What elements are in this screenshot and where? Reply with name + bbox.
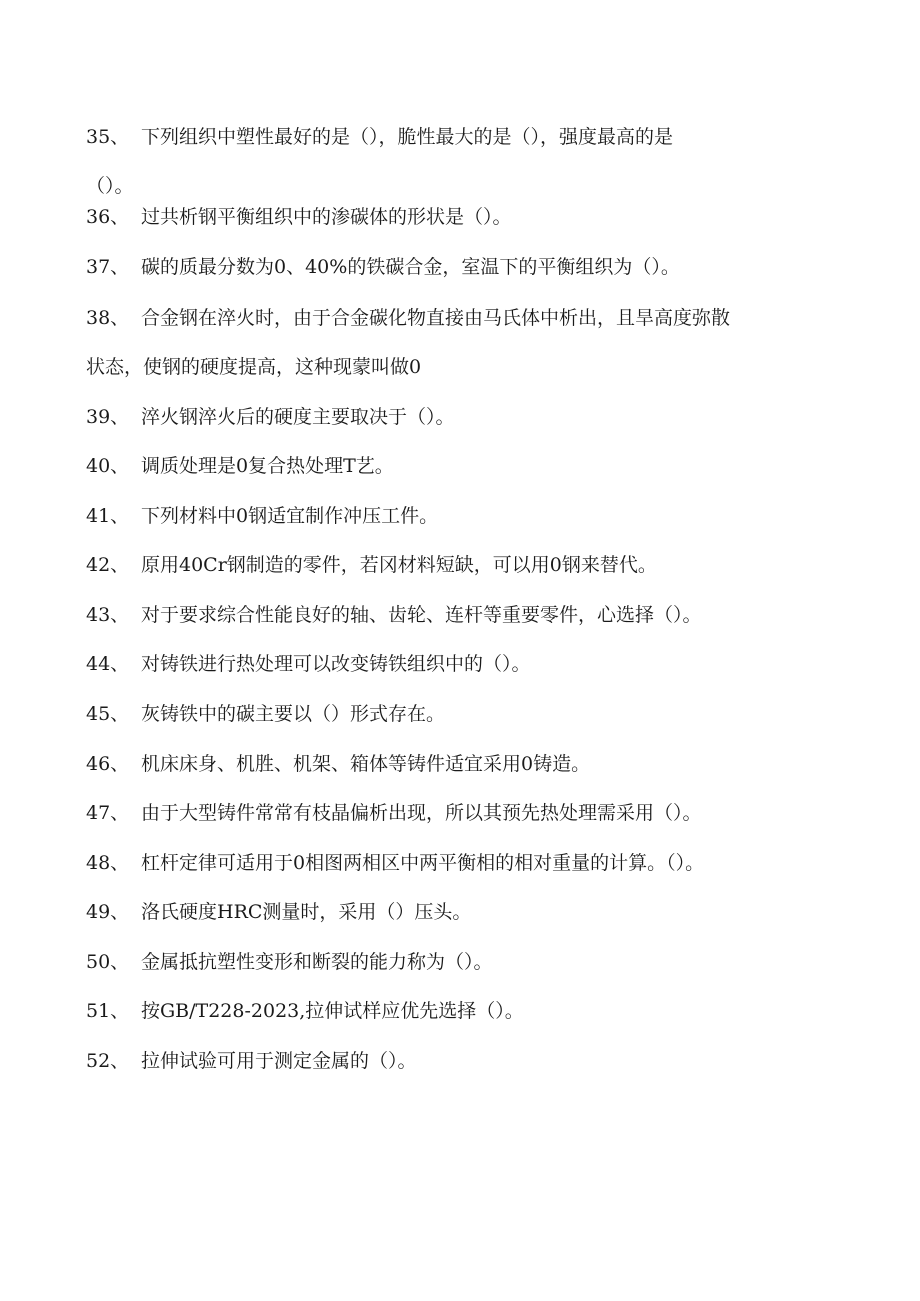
question-text: 原用40Cr钢制造的零件，若冈材料短缺，可以用0钢来替代。 — [141, 554, 657, 576]
question-text: 机床床身、机胜、机架、箱体等铸件适宜采用0铸造。 — [141, 753, 591, 775]
question-37 — [86, 255, 826, 279]
question-number: 49、 — [86, 901, 130, 923]
question-46 — [86, 752, 826, 776]
question-39 — [86, 405, 826, 429]
question-number: 45、 — [86, 703, 130, 725]
question-38-continuation: 状态，使钢的硬度提高，这种现蒙叫做0 — [86, 356, 422, 378]
question-number: 46、 — [86, 753, 130, 775]
question-text: 杠杆定律可适用于0相图两相区中两平衡相的相对重量的计算。（）。 — [141, 852, 705, 874]
question-text: 下列组织中塑性最好的是（），脆性最大的是（），强度最高的是 — [141, 126, 674, 148]
question-50 — [86, 950, 826, 974]
question-41 — [86, 504, 826, 528]
question-text: 调质处理是0复合热处理T艺。 — [141, 455, 394, 477]
question-40 — [86, 454, 826, 478]
question-text: 金属抵抗塑性变形和断裂的能力称为（）。 — [141, 951, 493, 973]
question-number: 36、 — [86, 206, 130, 228]
question-text: 洛氏硬度HRC测量时，采用（）压头。 — [141, 901, 472, 923]
question-number: 37、 — [86, 256, 130, 278]
question-36 — [86, 205, 826, 229]
question-number: 39、 — [86, 406, 130, 428]
question-43 — [86, 603, 826, 627]
question-48 — [86, 851, 826, 875]
question-number: 35、 — [86, 126, 130, 148]
question-text: 合金钢在淬火时，由于合金碳化物直接由马氏体中析出，且旱高度弥散 — [141, 307, 731, 329]
question-number: 40、 — [86, 455, 130, 477]
question-52 — [86, 1049, 826, 1073]
question-text: 下列材料中0钢适宜制作冲压工件。 — [141, 505, 439, 527]
question-text: 由于大型铸件常常有枝晶偏析出现，所以其预先热处理需采用（）。 — [141, 802, 702, 824]
question-text: 碳的质最分数为0、40%的铁碳合金，室温下的平衡组织为（）。 — [141, 256, 680, 278]
question-51 — [86, 999, 826, 1023]
question-number: 51、 — [86, 1000, 130, 1022]
question-number: 48、 — [86, 852, 130, 874]
question-number: 43、 — [86, 604, 130, 626]
question-text: 过共析钢平衡组织中的渗碳体的形状是（）。 — [141, 206, 512, 228]
question-number: 41、 — [86, 505, 130, 527]
question-number: 42、 — [86, 554, 130, 576]
question-number: 47、 — [86, 802, 130, 824]
question-35 — [86, 125, 826, 149]
question-text: 对铸铁进行热处理可以改变铸铁组织中的（）。 — [141, 653, 531, 675]
question-45 — [86, 702, 826, 726]
question-42 — [86, 553, 826, 577]
question-number: 44、 — [86, 653, 130, 675]
question-text: 拉伸试验可用于测定金属的（）。 — [141, 1050, 417, 1072]
question-number: 38、 — [86, 307, 130, 329]
question-text: 灰铸铁中的碳主要以（）形式存在。 — [141, 703, 446, 725]
question-text: 对于要求综合性能良好的轴、齿轮、连杆等重要零件，心选择（）。 — [141, 604, 702, 626]
question-47 — [86, 801, 826, 825]
question-38 — [86, 306, 826, 330]
question-35-continuation: （）。 — [86, 175, 134, 197]
question-49 — [86, 900, 826, 924]
question-number: 50、 — [86, 951, 130, 973]
question-number: 52、 — [86, 1050, 130, 1072]
question-44 — [86, 652, 826, 676]
question-text: 淬火钢淬火后的硬度主要取决于（）。 — [141, 406, 455, 428]
question-text: 按GB/T228-2023,拉伸试样应优先选择（）。 — [141, 1000, 524, 1022]
